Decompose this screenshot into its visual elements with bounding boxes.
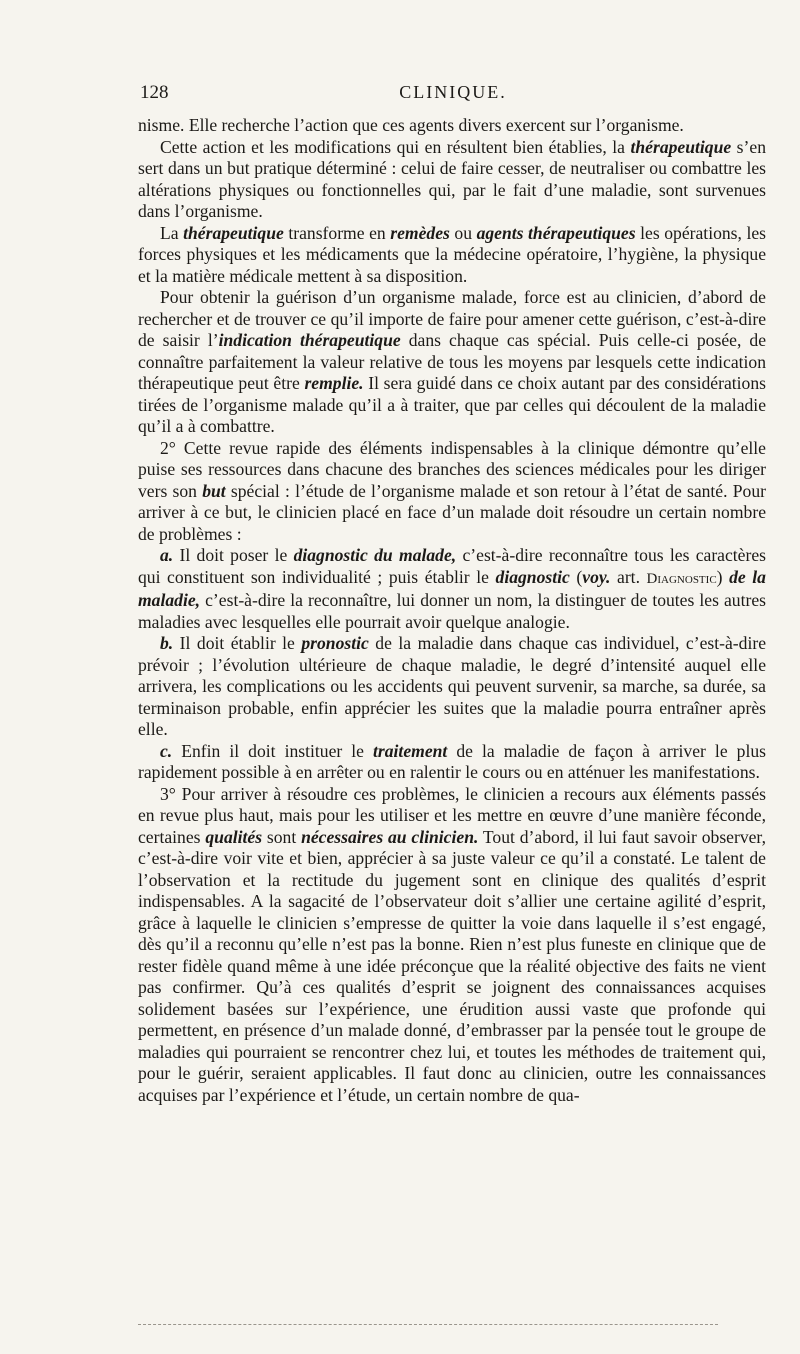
emphasis-text: indication thérapeutique <box>218 330 401 350</box>
paragraph <box>138 115 766 137</box>
emphasis-text: remèdes <box>390 222 450 243</box>
text-run: spécial : l’étude de l’organisme malade et son retour à l’état de santé. Pour arriver à ce but, le clinicien placé en face d’un malade doit résoudre un certain nombre de problèmes : <box>138 480 766 544</box>
small-caps-text: Diagnostic <box>646 570 717 587</box>
text-run: de la maladie de façon à arriver le plus rapidement possible à en arrêter ou en ralentir le cours ou en atténuer les manifestations. <box>138 740 766 782</box>
footer-rule <box>138 1324 718 1325</box>
text-run: Pour obtenir la guérison d’un organisme malade, force est au clinicien, d’abord de rechercher et de trouver ce qu’il importe de faire pour amener cette guérison, c’est-à-dire de saisir l’ <box>138 287 766 350</box>
page-number: 128 <box>140 82 169 103</box>
emphasis-text: nécessaires au clinicien. <box>301 826 479 847</box>
emphasis-text: b. <box>160 633 174 653</box>
body-text <box>138 115 766 1106</box>
text-run: les opérations, les forces physiques et les médicaments que la médecine opératoire, l’hygiène, la physique et la matière médicale mettent à sa disposition. <box>138 222 767 286</box>
emphasis-text: pronostic <box>301 633 369 653</box>
emphasis-text: a. <box>160 545 174 565</box>
text-run: dans chaque cas spécial. Puis celle-ci posée, de connaître parfaitement la valeur relative de tous les moyens par lesquels cette indication thérapeutique peut être <box>138 330 767 393</box>
paragraph <box>138 223 766 288</box>
text-run: ( <box>569 566 583 587</box>
text-run: Cette action et les modifications qui en résultent bien établies, la <box>160 136 631 157</box>
emphasis-text: thérapeutique <box>183 222 284 243</box>
text-run: sont <box>262 826 302 847</box>
text-run: de la maladie dans chaque cas individuel, c’est-à-dire prévoir ; l’évolution ultérieure de chaque maladie, le degré d’intensité auquel elle arrivera, les complications ou les accidents qui peuvent survenir, sa marche, sa durée, sa terminaison probable, enfin apprécier les suites que la maladie pourra entraîner après elle. <box>138 633 767 739</box>
paragraph <box>138 137 766 223</box>
text-run: art. <box>610 566 647 587</box>
text-run: 3° Pour arriver à résoudre ces problèmes, le clinicien a recours aux éléments passés en revue plus haut, mais pour les utiliser et les mettre en œuvre d’une manière féconde, certaines <box>138 783 766 847</box>
text-run: Tout d’abord, il lui faut savoir observer, c’est-à-dire voir vite et bien, apprécier à sa juste valeur ce qu’il a constaté. Le talent de l’observation et la rectitude du jugement sont en clinique des qualités d’esprit indispensables. A la sagacité de l’observateur doit s’allier une certaine agilité d’esprit, grâce à laquelle le clinicien s’empresse de quitter la voie dans laquelle il s’est engagé, dès qu’il a reconnu qu’elle n’est pas la bonne. Rien n’est plus funeste en clinique que de rester fidèle quand même à une idée préconçue que la réalité objective des faits ne vient pas confirmer. Qu’à ces qualités d’esprit se joignent des connaissances acquises solidement basées sur l’expérience, une érudition aussi vaste que profonde qui permettent, en présence d’un malade donné, d’embrasser par la pensée tout le groupe de maladies qui pourraient se rencontrer chez lui, et toutes les méthodes de traitement qui, pour le guérir, seraient applicables. Il faut donc au clinicien, outre les connaissances acquises par l’expérience et l’étude, un certain nombre de qua- <box>138 826 766 1105</box>
running-title: CLINIQUE. <box>399 82 507 102</box>
text-run: La <box>160 222 184 243</box>
text-run: transforme en <box>283 222 391 243</box>
paragraph <box>138 633 766 741</box>
emphasis-text: thérapeutique <box>630 136 732 157</box>
text-run: 2° Cette revue rapide des éléments indispensables à la clinique démontre qu’elle puise ses ressources dans chacune des branches des sciences médicales pour les diriger vers son <box>138 437 766 501</box>
text-run: Il sera guidé dans ce choix autant par des considérations tirées de l’organisme malade qu’il a à traiter, que par celles qui découlent de la maladie qu’il a à combattre. <box>138 373 766 436</box>
emphasis-text: c. <box>160 740 173 761</box>
emphasis-text: but <box>202 480 226 501</box>
paragraph <box>138 741 766 784</box>
emphasis-text: diagnostic du malade, <box>293 545 457 565</box>
paragraph <box>138 784 766 1107</box>
paragraph <box>138 287 766 438</box>
paragraph <box>138 438 766 546</box>
emphasis-text: de la maladie, <box>138 566 766 610</box>
emphasis-text: qualités <box>205 826 263 847</box>
text-run: Il doit établir le <box>173 633 302 653</box>
text-run: ou <box>449 222 477 243</box>
emphasis-text: traitement <box>373 740 448 761</box>
emphasis-text: agents thérapeutiques <box>476 222 636 243</box>
emphasis-text: diagnostic <box>495 566 570 587</box>
paragraph <box>138 545 766 633</box>
text-run: ) <box>716 566 730 587</box>
text-run: Enfin il doit instituer le <box>172 740 374 761</box>
text-run: s’en sert dans un but pratique déterminé : celui de faire cesser, de neutraliser ou combattre les altérations physiques ou fonctionnelles qui, par le fait d’une maladie, sont survenues dans l’organisme. <box>138 136 766 221</box>
text-run: c’est-à-dire la reconnaître, lui donner un nom, la distinguer de toutes les autres maladies avec lesquelles elle pourrait avoir quelque analogie. <box>138 590 766 632</box>
page-header <box>140 82 766 108</box>
text-run: Il doit poser le <box>173 545 294 565</box>
text-run: nisme. Elle recherche l’action que ces agents divers exercent sur l’organisme. <box>138 115 684 135</box>
text-run: c’est-à-dire reconnaître tous les caractères qui constituent son individualité ; puis établir le <box>138 545 767 587</box>
emphasis-text: remplie. <box>304 373 364 393</box>
emphasis-text: voy. <box>582 566 611 587</box>
